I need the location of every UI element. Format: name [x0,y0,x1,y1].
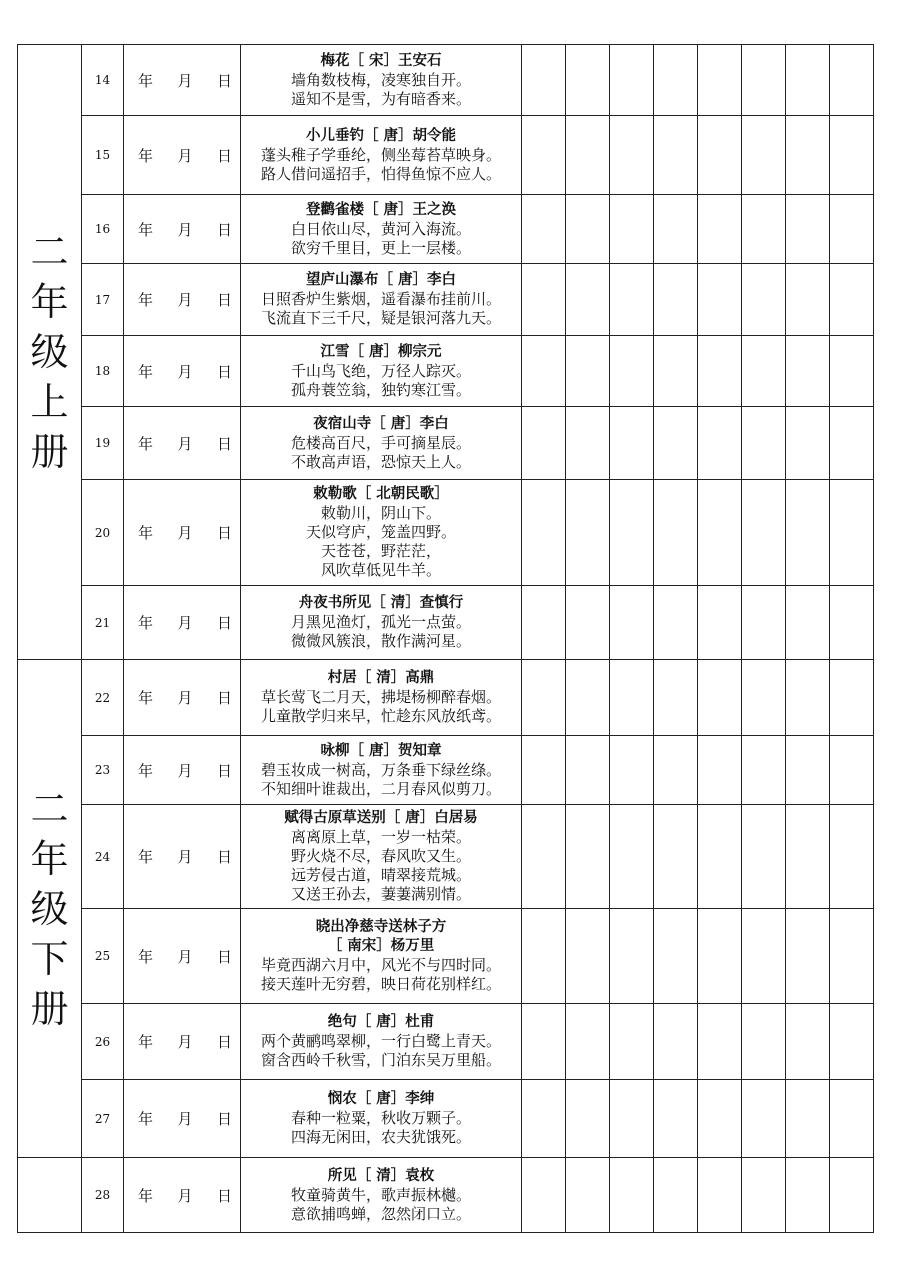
check-cell[interactable] [698,264,742,336]
poem-line: 离离原上草，一岁一枯荣。 [290,828,471,846]
poem-line: 敕勒川，阴山下。 [320,504,441,522]
date-year-label: 年 [138,362,154,381]
check-cell[interactable] [522,1004,566,1080]
check-cell[interactable] [610,45,654,116]
check-cell[interactable] [610,1158,654,1233]
check-cell[interactable] [566,480,610,586]
poem-cell [241,736,522,805]
check-cell[interactable] [786,45,830,116]
poem-title: 村居［ 清］高鼎 [327,670,435,686]
check-cell[interactable] [654,736,698,805]
date-day-label: 日 [216,291,232,309]
check-cell[interactable] [830,264,874,336]
poem-cell [241,909,522,1004]
row-number: 23 [82,736,124,805]
check-cell[interactable] [610,195,654,264]
date-year-label: 年 [138,1186,154,1205]
date-day-label: 日 [216,524,232,542]
check-cell[interactable] [522,1080,566,1158]
check-cell[interactable] [698,805,742,909]
poem-cell [241,586,522,660]
check-cell[interactable] [786,407,830,480]
poem-line: 野火烧不尽，春风吹又生。 [290,847,471,865]
check-cell[interactable] [698,1004,742,1080]
poem-line: 儿童散学归来早，忙趁东风放纸鸢。 [260,707,501,725]
poem-cell [241,1004,522,1080]
poem-line: 意欲捕鸣蝉，忽然闭口立。 [290,1204,471,1223]
check-cell[interactable] [698,195,742,264]
poem-line: 危楼高百尺，手可摘星辰。 [290,433,471,452]
check-cell[interactable] [786,909,830,1004]
check-cell[interactable] [786,1080,830,1158]
date-day-label: 日 [216,614,232,632]
poem-title: 赋得古原草送别［ 唐］白居易 [284,810,478,826]
date-month-label: 月 [177,761,193,780]
check-cell[interactable] [698,480,742,586]
check-cell[interactable] [698,736,742,805]
check-cell[interactable] [522,1158,566,1233]
date-day-label: 日 [216,1033,232,1051]
check-cell[interactable] [742,805,786,909]
check-cell[interactable] [742,736,786,805]
date-cell[interactable] [124,660,241,736]
table-row [18,1004,874,1080]
check-cell[interactable] [698,909,742,1004]
grade-label-cell [18,660,82,1158]
check-cell[interactable] [566,909,610,1004]
check-cell[interactable] [786,1158,830,1233]
row-number: 28 [82,1158,124,1233]
poem-title: 望庐山瀑布［ 唐］李白 [305,272,457,288]
table-row [18,116,874,195]
check-cell[interactable] [698,336,742,407]
check-cell[interactable] [522,45,566,116]
row-number: 26 [82,1004,124,1080]
date-year-label: 年 [138,71,154,90]
poem-line: 欲穷千里目，更上一层楼。 [290,238,471,257]
check-cell[interactable] [742,1080,786,1158]
check-cell[interactable] [786,1004,830,1080]
date-cell[interactable] [124,586,241,660]
date-year-label: 年 [138,614,154,632]
check-cell[interactable] [610,116,654,195]
check-cell[interactable] [742,336,786,407]
check-cell[interactable] [830,909,874,1004]
table-row [18,336,874,407]
check-cell[interactable] [830,407,874,480]
poem-line: 微微风簇浪，散作满河星。 [290,632,471,650]
date-year-label: 年 [138,1033,154,1051]
check-cell[interactable] [830,1004,874,1080]
check-cell[interactable] [610,336,654,407]
grade-label-char: 下 [30,936,69,981]
check-cell[interactable] [742,116,786,195]
date-month-label: 月 [177,614,193,632]
poem-title: 悯农［ 唐］李绅 [327,1091,435,1107]
date-month-label: 月 [177,71,193,90]
date-cell[interactable] [124,909,241,1004]
table-row [18,480,874,586]
date-cell[interactable] [124,45,241,116]
poem-line: 天苍苍，野茫茫， [320,542,441,560]
check-cell[interactable] [830,480,874,586]
check-cell[interactable] [522,336,566,407]
table-row [18,909,874,1004]
date-cell[interactable] [124,805,241,909]
date-month-label: 月 [177,1186,193,1205]
date-day-label: 日 [216,1110,232,1128]
check-cell[interactable] [742,45,786,116]
poem-title: 小儿垂钓［ 唐］胡令能 [305,127,457,144]
check-cell[interactable] [830,805,874,909]
row-number: 16 [82,195,124,264]
check-cell[interactable] [522,736,566,805]
check-cell[interactable] [654,264,698,336]
check-cell[interactable] [786,116,830,195]
poem-line: 不知细叶谁裁出，二月春风似剪刀。 [260,779,501,798]
check-cell[interactable] [566,805,610,909]
check-cell[interactable] [654,1004,698,1080]
date-month-label: 月 [177,291,193,309]
check-cell[interactable] [698,1080,742,1158]
poem-line: 天似穹庐，笼盖四野。 [305,523,456,541]
row-number: 18 [82,336,124,407]
date-cell[interactable] [124,1004,241,1080]
grade-label-char: 级 [30,886,69,931]
poem-cell [241,195,522,264]
date-day-label: 日 [216,947,232,966]
poem-title: 咏柳［ 唐］贺知章 [320,742,442,759]
row-number: 27 [82,1080,124,1158]
poem-line: 接天莲叶无穷碧，映日荷花别样红。 [260,975,501,993]
poem-title: 晓出净慈寺送林子方 [315,919,447,935]
check-cell[interactable] [654,660,698,736]
check-cell[interactable] [566,736,610,805]
date-year-label: 年 [138,146,154,165]
row-number: 19 [82,407,124,480]
check-cell[interactable] [786,480,830,586]
check-cell[interactable] [610,1004,654,1080]
date-month-label: 月 [177,362,193,381]
date-cell[interactable] [124,1080,241,1158]
check-cell[interactable] [654,407,698,480]
table-row [18,586,874,660]
check-cell[interactable] [522,586,566,660]
check-cell[interactable] [742,264,786,336]
check-cell[interactable] [742,586,786,660]
date-month-label: 月 [177,689,193,707]
check-cell[interactable] [522,195,566,264]
poem-title: 舟夜书所见［ 清］查慎行 [298,595,464,611]
row-number: 21 [82,586,124,660]
check-cell[interactable] [786,586,830,660]
check-cell[interactable] [566,45,610,116]
poem-title: 登鹳雀楼［ 唐］王之涣 [305,201,457,218]
grade-label-char: 册 [30,986,69,1031]
poem-title: 江雪［ 唐］柳宗元 [320,343,442,360]
check-cell[interactable] [830,660,874,736]
date-cell[interactable] [124,195,241,264]
check-cell[interactable] [566,660,610,736]
check-cell[interactable] [566,195,610,264]
date-year-label: 年 [138,848,154,866]
poem-cell [241,480,522,586]
check-cell[interactable] [742,480,786,586]
check-cell[interactable] [830,736,874,805]
poem-cell [241,116,522,195]
check-cell[interactable] [566,1080,610,1158]
poem-line: 毕竟西湖六月中，风光不与四时同。 [260,956,501,974]
check-cell[interactable] [654,45,698,116]
poem-line: 窗含西岭千秋雪，门泊东吴万里船。 [260,1051,501,1069]
poem-line: 草长莺飞二月天，拂堤杨柳醉春烟。 [260,688,501,706]
poem-line: 牧童骑黄牛，歌声振林樾。 [290,1185,471,1204]
grade-label-char: 年 [30,280,69,324]
poem-line: 碧玉妆成一树高，万条垂下绿丝绦。 [260,760,501,779]
poem-title: 梅花［ 宋］王安石 [320,52,442,69]
check-cell[interactable] [610,660,654,736]
check-cell[interactable] [830,336,874,407]
check-cell[interactable] [698,407,742,480]
check-cell[interactable] [698,660,742,736]
poem-line: 白日依山尽，黄河入海流。 [290,219,471,238]
check-cell[interactable] [698,586,742,660]
grade-label-cell [18,1158,82,1233]
check-cell[interactable] [522,116,566,195]
date-cell[interactable] [124,407,241,480]
poem-line: 两个黄鹂鸣翠柳，一行白鹭上青天。 [260,1032,501,1050]
poem-line: 路人借问遥招手，怕得鱼惊不应人。 [260,164,501,183]
date-year-label: 年 [138,291,154,309]
check-cell[interactable] [566,264,610,336]
poem-line: 孤舟蓑笠翁，独钓寒江雪。 [290,380,471,399]
check-cell[interactable] [566,336,610,407]
poem-cell [241,45,522,116]
check-cell[interactable] [654,480,698,586]
date-day-label: 日 [216,689,232,707]
check-cell[interactable] [610,909,654,1004]
poem-line: 风吹草低见牛羊。 [320,561,441,579]
grade-label-char: 二 [30,230,69,274]
grade-label-char: 册 [30,430,69,474]
table-row [18,805,874,909]
date-year-label: 年 [138,220,154,239]
check-cell[interactable] [742,195,786,264]
date-day-label: 日 [216,1186,232,1205]
date-day-label: 日 [216,434,232,453]
check-cell[interactable] [610,480,654,586]
check-cell[interactable] [654,909,698,1004]
check-cell[interactable] [786,336,830,407]
poem-line: 四海无闲田，农夫犹饿死。 [290,1128,471,1146]
check-cell[interactable] [830,1158,874,1233]
check-cell[interactable] [786,264,830,336]
date-year-label: 年 [138,1110,154,1128]
poem-line: 蓬头稚子学垂纶，侧坐莓苔草映身。 [260,145,501,164]
date-day-label: 日 [216,761,232,780]
poem-cell [241,1080,522,1158]
check-cell[interactable] [522,407,566,480]
date-day-label: 日 [216,848,232,866]
table-row [18,1080,874,1158]
date-month-label: 月 [177,848,193,866]
table-row [18,264,874,336]
check-cell[interactable] [566,1004,610,1080]
table-row [18,1158,874,1233]
row-number: 14 [82,45,124,116]
check-cell[interactable] [566,116,610,195]
check-cell[interactable] [522,480,566,586]
grade-label-char: 级 [30,330,69,374]
table-row [18,736,874,805]
check-cell[interactable] [522,264,566,336]
check-cell[interactable] [786,660,830,736]
check-cell[interactable] [654,336,698,407]
check-cell[interactable] [654,586,698,660]
check-cell[interactable] [522,805,566,909]
check-cell[interactable] [698,116,742,195]
check-cell[interactable] [654,116,698,195]
check-cell[interactable] [786,736,830,805]
date-month-label: 月 [177,146,193,165]
check-cell[interactable] [522,660,566,736]
date-year-label: 年 [138,524,154,542]
check-cell[interactable] [654,805,698,909]
row-number: 24 [82,805,124,909]
poem-line: 月黑见渔灯，孤光一点萤。 [290,613,471,631]
table-row [18,45,874,116]
date-day-label: 日 [216,146,232,165]
date-month-label: 月 [177,1110,193,1128]
date-cell[interactable] [124,1158,241,1233]
date-day-label: 日 [216,220,232,239]
poem-line: 又送王孙去，萋萋满别情。 [290,885,471,903]
poem-line: 不敢高声语，恐惊天上人。 [290,452,471,471]
poem-checklist-table [17,44,874,1233]
check-cell[interactable] [610,264,654,336]
date-cell[interactable] [124,336,241,407]
check-cell[interactable] [654,1080,698,1158]
check-cell[interactable] [566,407,610,480]
check-cell[interactable] [610,805,654,909]
row-number: 17 [82,264,124,336]
check-cell[interactable] [610,407,654,480]
row-number: 22 [82,660,124,736]
poem-cell [241,264,522,336]
poem-cell [241,1158,522,1233]
check-cell[interactable] [742,660,786,736]
check-cell[interactable] [830,195,874,264]
date-cell[interactable] [124,116,241,195]
poem-title: 夜宿山寺［ 唐］李白 [313,415,449,432]
check-cell[interactable] [786,805,830,909]
check-cell[interactable] [698,45,742,116]
check-cell[interactable] [830,586,874,660]
row-number: 25 [82,909,124,1004]
table-row [18,660,874,736]
check-cell[interactable] [830,116,874,195]
row-number: 15 [82,116,124,195]
poem-title: 敕勒歌［ 北朝民歌］ [313,486,449,502]
check-cell[interactable] [654,1158,698,1233]
row-number: 20 [82,480,124,586]
date-year-label: 年 [138,761,154,780]
check-cell[interactable] [830,1080,874,1158]
check-cell[interactable] [566,1158,610,1233]
check-cell[interactable] [742,1004,786,1080]
table-body [18,45,874,1233]
poem-line: 春种一粒粟，秋收万颗子。 [290,1109,471,1127]
date-month-label: 月 [177,220,193,239]
poem-line: 墙角数枝梅，凌寒独自开。 [290,70,471,89]
poem-line: 远芳侵古道，晴翠接荒城。 [290,866,471,884]
poem-cell [241,336,522,407]
check-cell[interactable] [566,586,610,660]
poem-line: 飞流直下三千尺，疑是银河落九天。 [260,309,501,327]
date-year-label: 年 [138,434,154,453]
grade-label-char: 上 [30,380,69,424]
check-cell[interactable] [742,407,786,480]
table-row [18,407,874,480]
grade-label-char: 二 [30,786,69,831]
date-cell[interactable] [124,480,241,586]
poem-line: 日照香炉生紫烟，遥看瀑布挂前川。 [260,290,501,308]
date-cell[interactable] [124,736,241,805]
date-month-label: 月 [177,947,193,966]
poem-cell [241,660,522,736]
date-year-label: 年 [138,947,154,966]
date-cell[interactable] [124,264,241,336]
check-cell[interactable] [742,909,786,1004]
check-cell[interactable] [610,586,654,660]
poem-line: 千山鸟飞绝，万径人踪灭。 [290,361,471,380]
check-cell[interactable] [786,195,830,264]
check-cell[interactable] [610,736,654,805]
date-month-label: 月 [177,1033,193,1051]
check-cell[interactable] [522,909,566,1004]
poem-cell [241,805,522,909]
check-cell[interactable] [830,45,874,116]
check-cell[interactable] [698,1158,742,1233]
table-row [18,195,874,264]
check-cell[interactable] [742,1158,786,1233]
date-day-label: 日 [216,362,232,381]
grade-label-char: 年 [30,836,69,881]
check-cell[interactable] [654,195,698,264]
date-year-label: 年 [138,689,154,707]
poem-author: ［ 南宋］杨万里 [327,938,435,954]
grade-label-cell [18,45,82,660]
check-cell[interactable] [610,1080,654,1158]
date-month-label: 月 [177,434,193,453]
poem-title: 所见［ 清］袁枚 [327,1167,435,1184]
poem-line: 遥知不是雪，为有暗香来。 [290,89,471,108]
poem-cell [241,407,522,480]
poem-title: 绝句［ 唐］杜甫 [327,1014,435,1030]
date-month-label: 月 [177,524,193,542]
date-day-label: 日 [216,71,232,90]
